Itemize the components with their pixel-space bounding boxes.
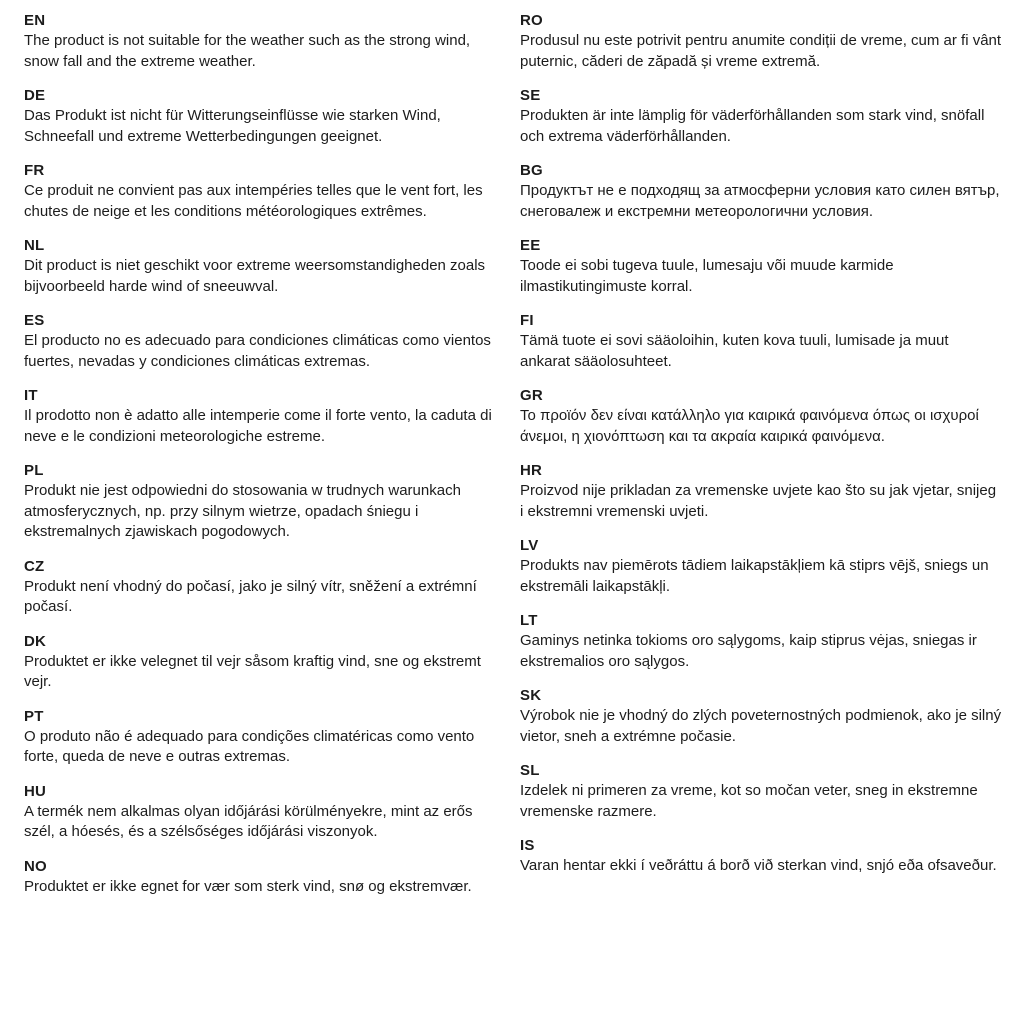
language-entry-ro [520, 10, 1002, 72]
language-entry-it [24, 385, 506, 447]
language-text: Produktet er ikke velegnet til vejr såsom kraftig vind, sne og ekstremt vejr. [24, 652, 481, 690]
language-code: LV [520, 537, 539, 554]
language-text: Produkten är inte lämplig för väderförhållanden som stark vind, snöfall och extrema väderförhållanden. [520, 107, 985, 145]
language-code: HU [24, 782, 47, 800]
language-code: IT [24, 387, 38, 404]
language-text: Dit product is niet geschikt voor extreme weersomstandigheden zoals bijvoorbeeld harde wind of sneeuwval. [24, 257, 486, 295]
language-entry-cz [24, 556, 506, 618]
language-entry-dk [24, 631, 506, 693]
language-entry-sl [520, 760, 1002, 822]
left-column [24, 10, 506, 910]
language-text: Tämä tuote ei sovi sääoloihin, kuten kova tuuli, lumisade ja muut ankarat sääolosuhteet. [520, 332, 949, 370]
language-code: FR [24, 162, 45, 179]
language-text: Výrobok nie je vhodný do zlých poveternostných podmienok, ako je silný vietor, sneh a extrémne počasie. [520, 707, 1002, 745]
language-entry-se [520, 85, 1002, 147]
language-code: GR [520, 387, 543, 404]
language-code: BG [520, 162, 543, 179]
language-entry-no [24, 856, 506, 898]
language-entry-bg [520, 160, 1002, 222]
language-code: IS [520, 837, 535, 854]
language-entry-es [24, 310, 506, 372]
language-code: SL [520, 762, 540, 779]
language-text: A termék nem alkalmas olyan időjárási körülményekre, mint az erős szél, a hóesés, és a szélsőséges időjárási viszonyok. [24, 802, 473, 840]
language-code: LT [520, 612, 538, 629]
language-text: Das Produkt ist nicht für Witterungseinflüsse wie starken Wind, Schneefall und extreme Wetterbedingungen geeignet. [24, 107, 441, 145]
language-entry-lt [520, 610, 1002, 672]
language-code: RO [520, 12, 543, 29]
language-text: Produktet er ikke egnet for vær som sterk vind, snø og ekstremvær. [24, 877, 472, 895]
language-entry-pl [24, 460, 506, 543]
language-text: Gaminys netinka tokioms oro sąlygoms, kaip stiprus vėjas, sniegas ir ekstremalios oro sąlygos. [520, 632, 977, 670]
language-code: HR [520, 462, 543, 479]
language-entry-nl [24, 235, 506, 297]
language-text: Το προϊόν δεν είναι κατάλληλο για καιρικά φαινόμενα όπως οι ισχυροί άνεμοι, η χιονόπτωση και τα ακραία καιρικά φαινόμενα. [520, 407, 979, 445]
language-text: Продуктът не е подходящ за атмосферни условия като силен вятър, снеговалеж и екстремни метеорологични условия. [520, 182, 1000, 220]
language-code: SK [520, 687, 542, 704]
language-code: PL [24, 462, 44, 479]
language-code: DK [24, 632, 47, 650]
language-entry-fi [520, 310, 1002, 372]
language-code: FI [520, 312, 534, 329]
language-entry-pt [24, 706, 506, 768]
language-code: NL [24, 237, 45, 254]
language-code: DE [24, 87, 46, 104]
language-text: Varan hentar ekki í veðráttu á borð við sterkan vind, snjó eða ofsaveður. [520, 857, 997, 874]
language-entry-ee [520, 235, 1002, 297]
language-text: Il prodotto non è adatto alle intemperie come il forte vento, la caduta di neve e le condizioni meteorologiche estreme. [24, 407, 492, 445]
language-entry-fr [24, 160, 506, 222]
language-text: Produkt nie jest odpowiedni do stosowania w trudnych warunkach atmosferycznych, np. przy silnym wietrze, opadach śniegu i ekstremalnych zjawiskach pogodowych. [24, 482, 461, 540]
language-code: SE [520, 87, 541, 104]
language-entry-hr [520, 460, 1002, 522]
language-text: Toode ei sobi tugeva tuule, lumesaju või muude karmide ilmastikutingimuste korral. [520, 257, 894, 295]
language-entry-lv [520, 535, 1002, 597]
language-entry-sk [520, 685, 1002, 747]
language-text: The product is not suitable for the weather such as the strong wind, snow fall and the extreme weather. [24, 32, 471, 70]
language-text: Produkts nav piemērots tādiem laikapstākļiem kā stiprs vējš, sniegs un ekstremāli laikapstākļi. [520, 557, 989, 595]
language-code: EN [24, 12, 46, 29]
language-entry-de [24, 85, 506, 147]
language-text: Izdelek ni primeren za vreme, kot so močan veter, sneg in ekstremne vremenske razmere. [520, 782, 978, 820]
language-text: Proizvod nije prikladan za vremenske uvjete kao što su jak vjetar, snijeg i ekstremni vremenski uvjeti. [520, 482, 997, 520]
language-code: EE [520, 237, 541, 254]
language-text: Produkt není vhodný do počasí, jako je silný vítr, sněžení a extrémní počasí. [24, 577, 477, 615]
language-entry-hu [24, 781, 506, 843]
language-text: Ce produit ne convient pas aux intempéries telles que le vent fort, les chutes de neige et les conditions météorologiques extrêmes. [24, 182, 483, 220]
language-entry-en [24, 10, 506, 72]
language-text: Produsul nu este potrivit pentru anumite condiții de vreme, cum ar fi vânt puternic, căderi de zăpadă și vreme extremă. [520, 32, 1002, 70]
language-text: O produto não é adequado para condições climatéricas como vento forte, queda de neve e outras extremas. [24, 727, 475, 765]
right-column [520, 10, 1002, 910]
language-code: PT [24, 707, 44, 725]
language-code: CZ [24, 557, 45, 575]
language-text: El producto no es adecuado para condiciones climáticas como vientos fuertes, nevadas y condiciones climáticas extremas. [24, 332, 491, 370]
language-code: NO [24, 857, 47, 875]
language-entry-is [520, 835, 1002, 877]
language-code: ES [24, 312, 45, 329]
language-entry-gr [520, 385, 1002, 447]
